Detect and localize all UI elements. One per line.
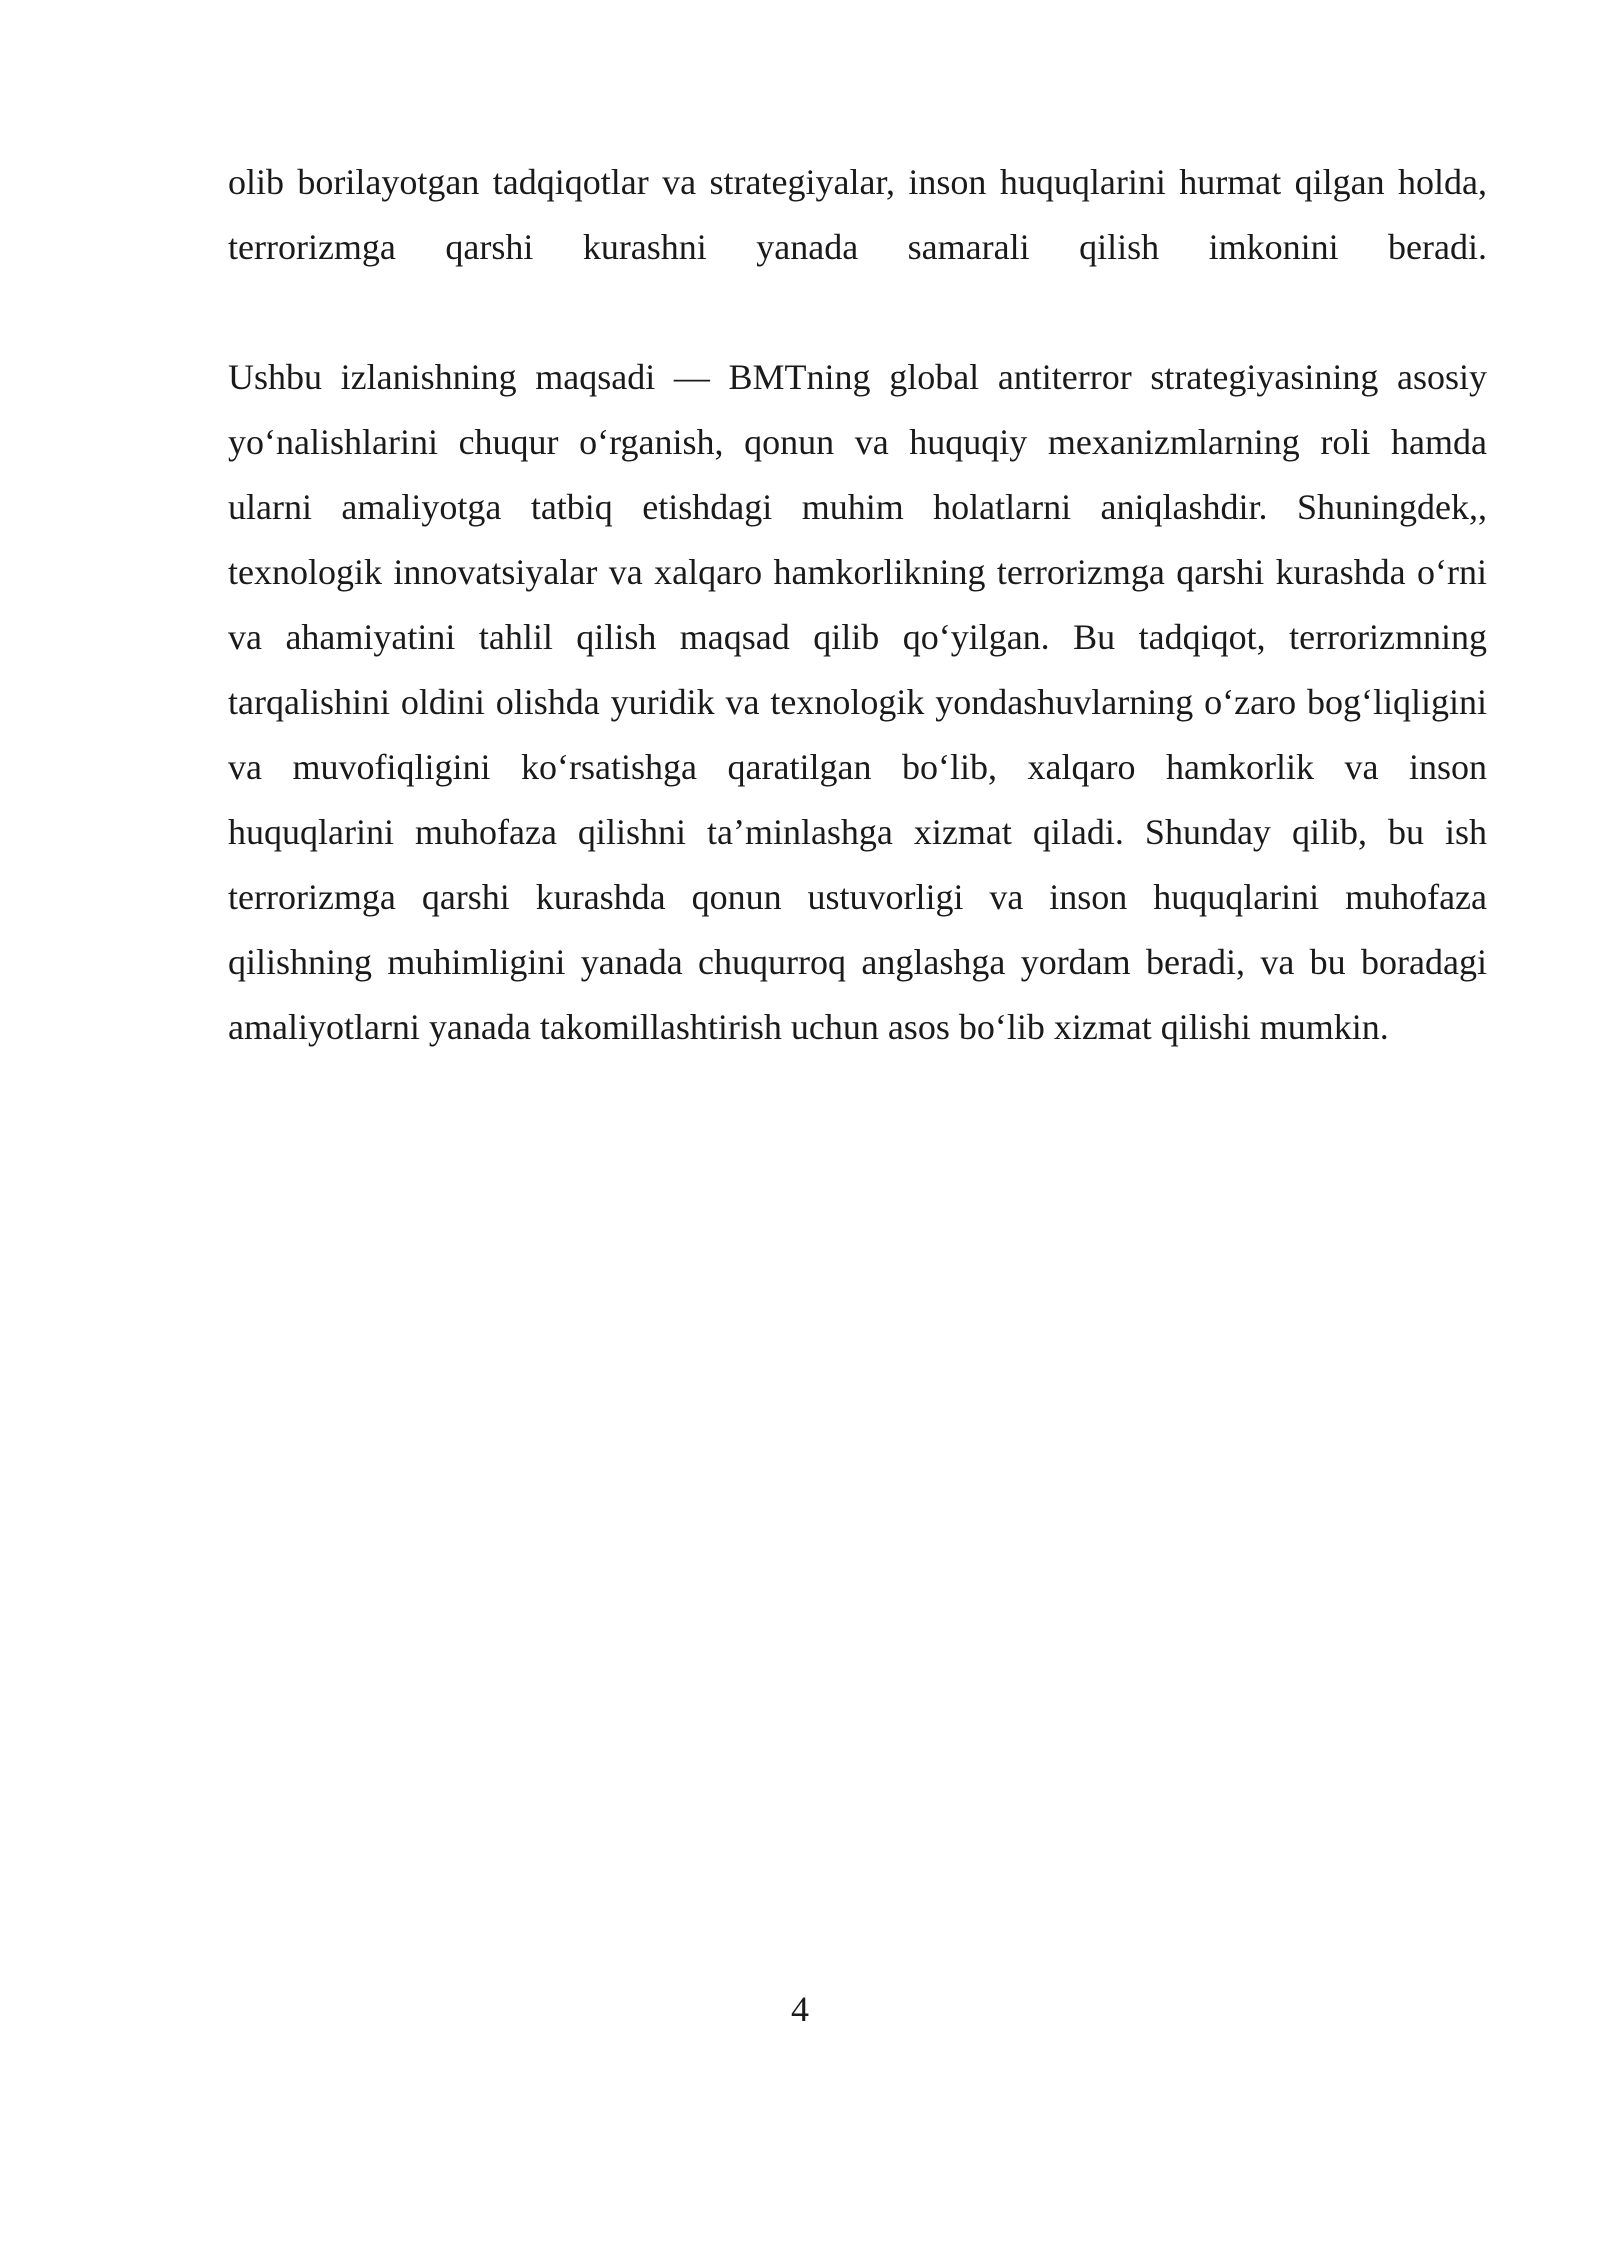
paragraph-research-aim: Ushbu izlanishning maqsadi — BMTning global antiterror strategiyasining asosiy yoʻnalishlarini chuqur oʻrganish, qonun va huquqiy mexanizmlarning roli hamda ularni amaliyotga tatbiq etishdagi muhim holatlarni aniqlashdir. Shuningdek,, texnologik innovatsiyalar va xalqaro hamkorlikning terrorizmga qarshi kurashda oʻrni va ahamiyatini tahlil qilish maqsad qilib qoʻyilgan. Bu tadqiqot, terrorizmning tarqalishini oldini olishda yuridik va texnologik yondashuvlarning oʻzaro bogʻliqligini va muvofiqligini koʻrsatishga qaratilgan boʻlib, xalqaro hamkorlik va inson huquqlarini muhofaza qilishni taʼminlashga xizmat qiladi. Shunday qilib, bu ish terrorizmga qarshi kurashda qonun ustuvorligi va inson huquqlarini muhofaza qilishning muhimligini yanada chuqurroq anglashga yordam beradi, va bu boradagi amaliyotlarni yanada takomillashtirish uchun asos boʻlib xizmat qilishi mumkin.: [228, 357, 1487, 1047]
page-number: 4: [791, 1989, 809, 2029]
paragraph-intro-continuation: olib borilayotgan tadqiqotlar va strategiyalar, inson huquqlarini hurmat qilgan holda, terrorizmga qarshi kurashni yanada samarali qilish imkonini beradi.: [228, 162, 1487, 267]
body-text: [228, 150, 1487, 1060]
